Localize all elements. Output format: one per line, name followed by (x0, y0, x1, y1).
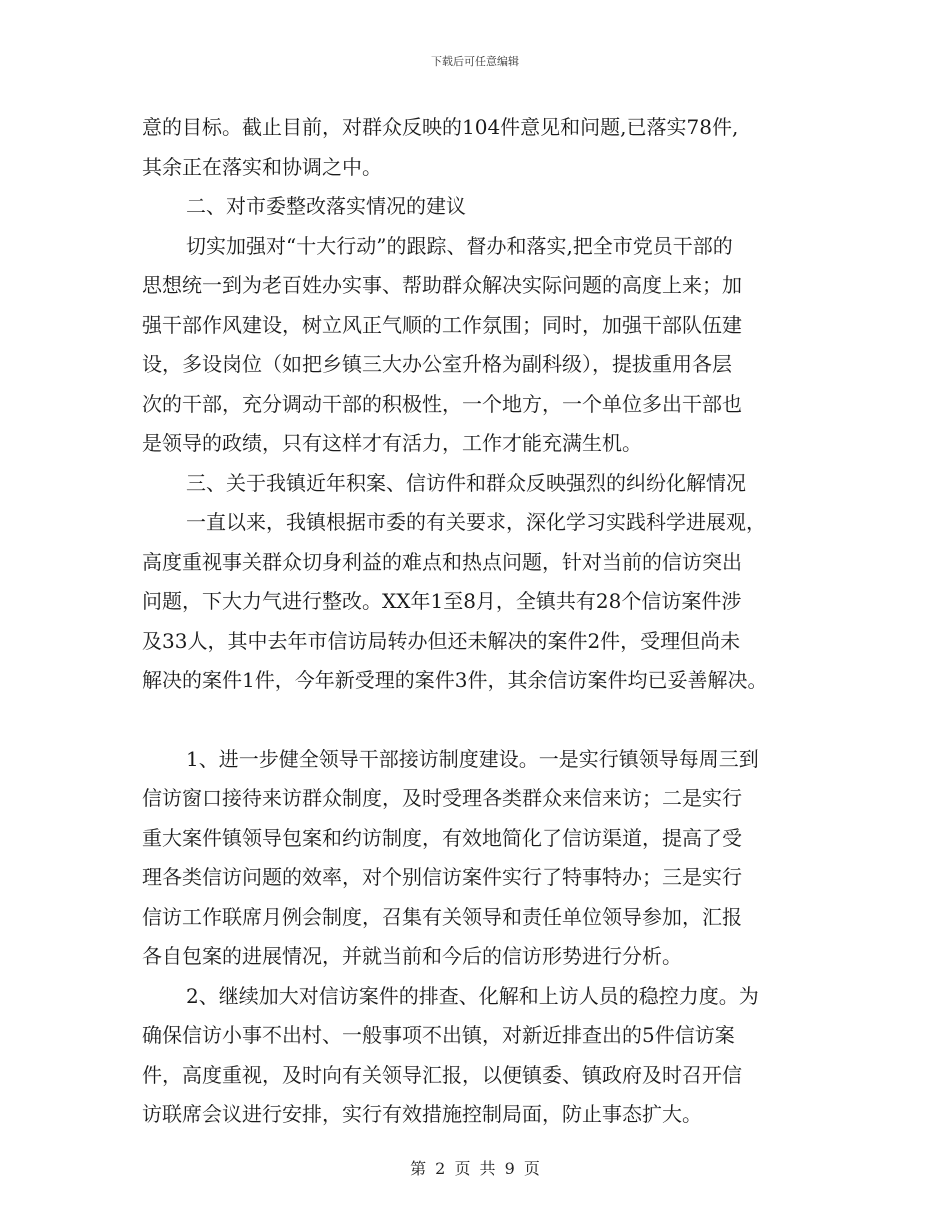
text-line: 及33人，其中去年市信访局转办但还未解决的案件2件，受理但尚未 (142, 628, 741, 653)
text-line: 1、进一步健全领导干部接访制度建设。一是实行镇领导每周三到 (186, 746, 759, 771)
paragraph (142, 108, 822, 187)
text-line: 其余正在落实和协调之中。 (142, 154, 382, 179)
text-line: 三、关于我镇近年积案、信访件和群众反映强烈的纠纷化解情况 (186, 470, 746, 495)
paragraph (142, 227, 822, 464)
page-footer: 第 2 页 共 9 页 (410, 1159, 540, 1178)
text-line: 二、对市委整改落实情况的建议 (186, 194, 466, 218)
paragraph (142, 977, 822, 1135)
text-line: 思想统一到为老百姓办实事、帮助群众解决实际问题的高度上来；加 (142, 273, 742, 297)
text-line: 强干部作风建设，树立风正气顺的工作氛围；同时，加强干部队伍建 (142, 312, 742, 337)
text-line: 解决的案件1件，今年新受理的案件3件，其余信访案件均已妥善解决。 (142, 668, 768, 692)
text-line: 信访窗口接待来访群众制度，及时受理各类群众来信来访；二是实行 (142, 786, 742, 810)
text-line: 确保信访小事不出村、一般事项不出镇，对新近排查出的5件信访案 (142, 1023, 735, 1047)
paragraph (142, 503, 822, 701)
text-line: 高度重视事关群众切身利益的难点和热点问题，针对当前的信访突出 (142, 549, 742, 574)
text-line: 信访工作联席月例会制度，召集有关领导和责任单位领导参加，汇报 (142, 904, 742, 929)
section-heading (142, 464, 822, 504)
text-line: 意的目标。截止目前，对群众反映的104件意见和问题,已落实78件, (142, 115, 739, 139)
text-line: 理各类信访问题的效率，对个别信访案件实行了特事特办；三是实行 (142, 865, 742, 889)
document-body (142, 108, 822, 1135)
text-line: 重大案件镇领导包案和约访制度，有效地简化了信访渠道，提高了受 (142, 825, 742, 850)
text-line: 设，多设岗位（如把乡镇三大办公室升格为副科级），提拔重用各层 (142, 352, 732, 376)
text-line: 2、继续加大对信访案件的排查、化解和上访人员的稳控力度。为 (186, 983, 759, 1008)
text-line: 是领导的政绩，只有这样才有活力，工作才能充满生机。 (142, 431, 642, 455)
text-line: 各自包案的进展情况，并就当前和今后的信访形势进行分析。 (142, 944, 682, 968)
text-line: 次的干部，充分调动干部的积极性，一个地方，一个单位多出干部也 (142, 391, 742, 416)
section-heading (142, 187, 822, 227)
text-line: 切实加强对“十大行动”的跟踪、督办和落实,把全市党员干部的 (186, 233, 733, 258)
paragraph-gap (142, 701, 822, 740)
paragraph (142, 740, 822, 977)
text-line: 一直以来，我镇根据市委的有关要求，深化学习实践科学进展观， (186, 510, 766, 534)
text-line: 问题，下大力气进行整改。XX年1至8月，全镇共有28个信访案件涉 (142, 589, 742, 613)
page-header: 下载后可任意编辑 (431, 55, 519, 68)
text-line: 件，高度重视，及时向有关领导汇报，以便镇委、镇政府及时召开信 (142, 1062, 742, 1087)
text-line: 访联席会议进行安排，实行有效措施控制局面，防止事态扩大。 (142, 1102, 702, 1126)
